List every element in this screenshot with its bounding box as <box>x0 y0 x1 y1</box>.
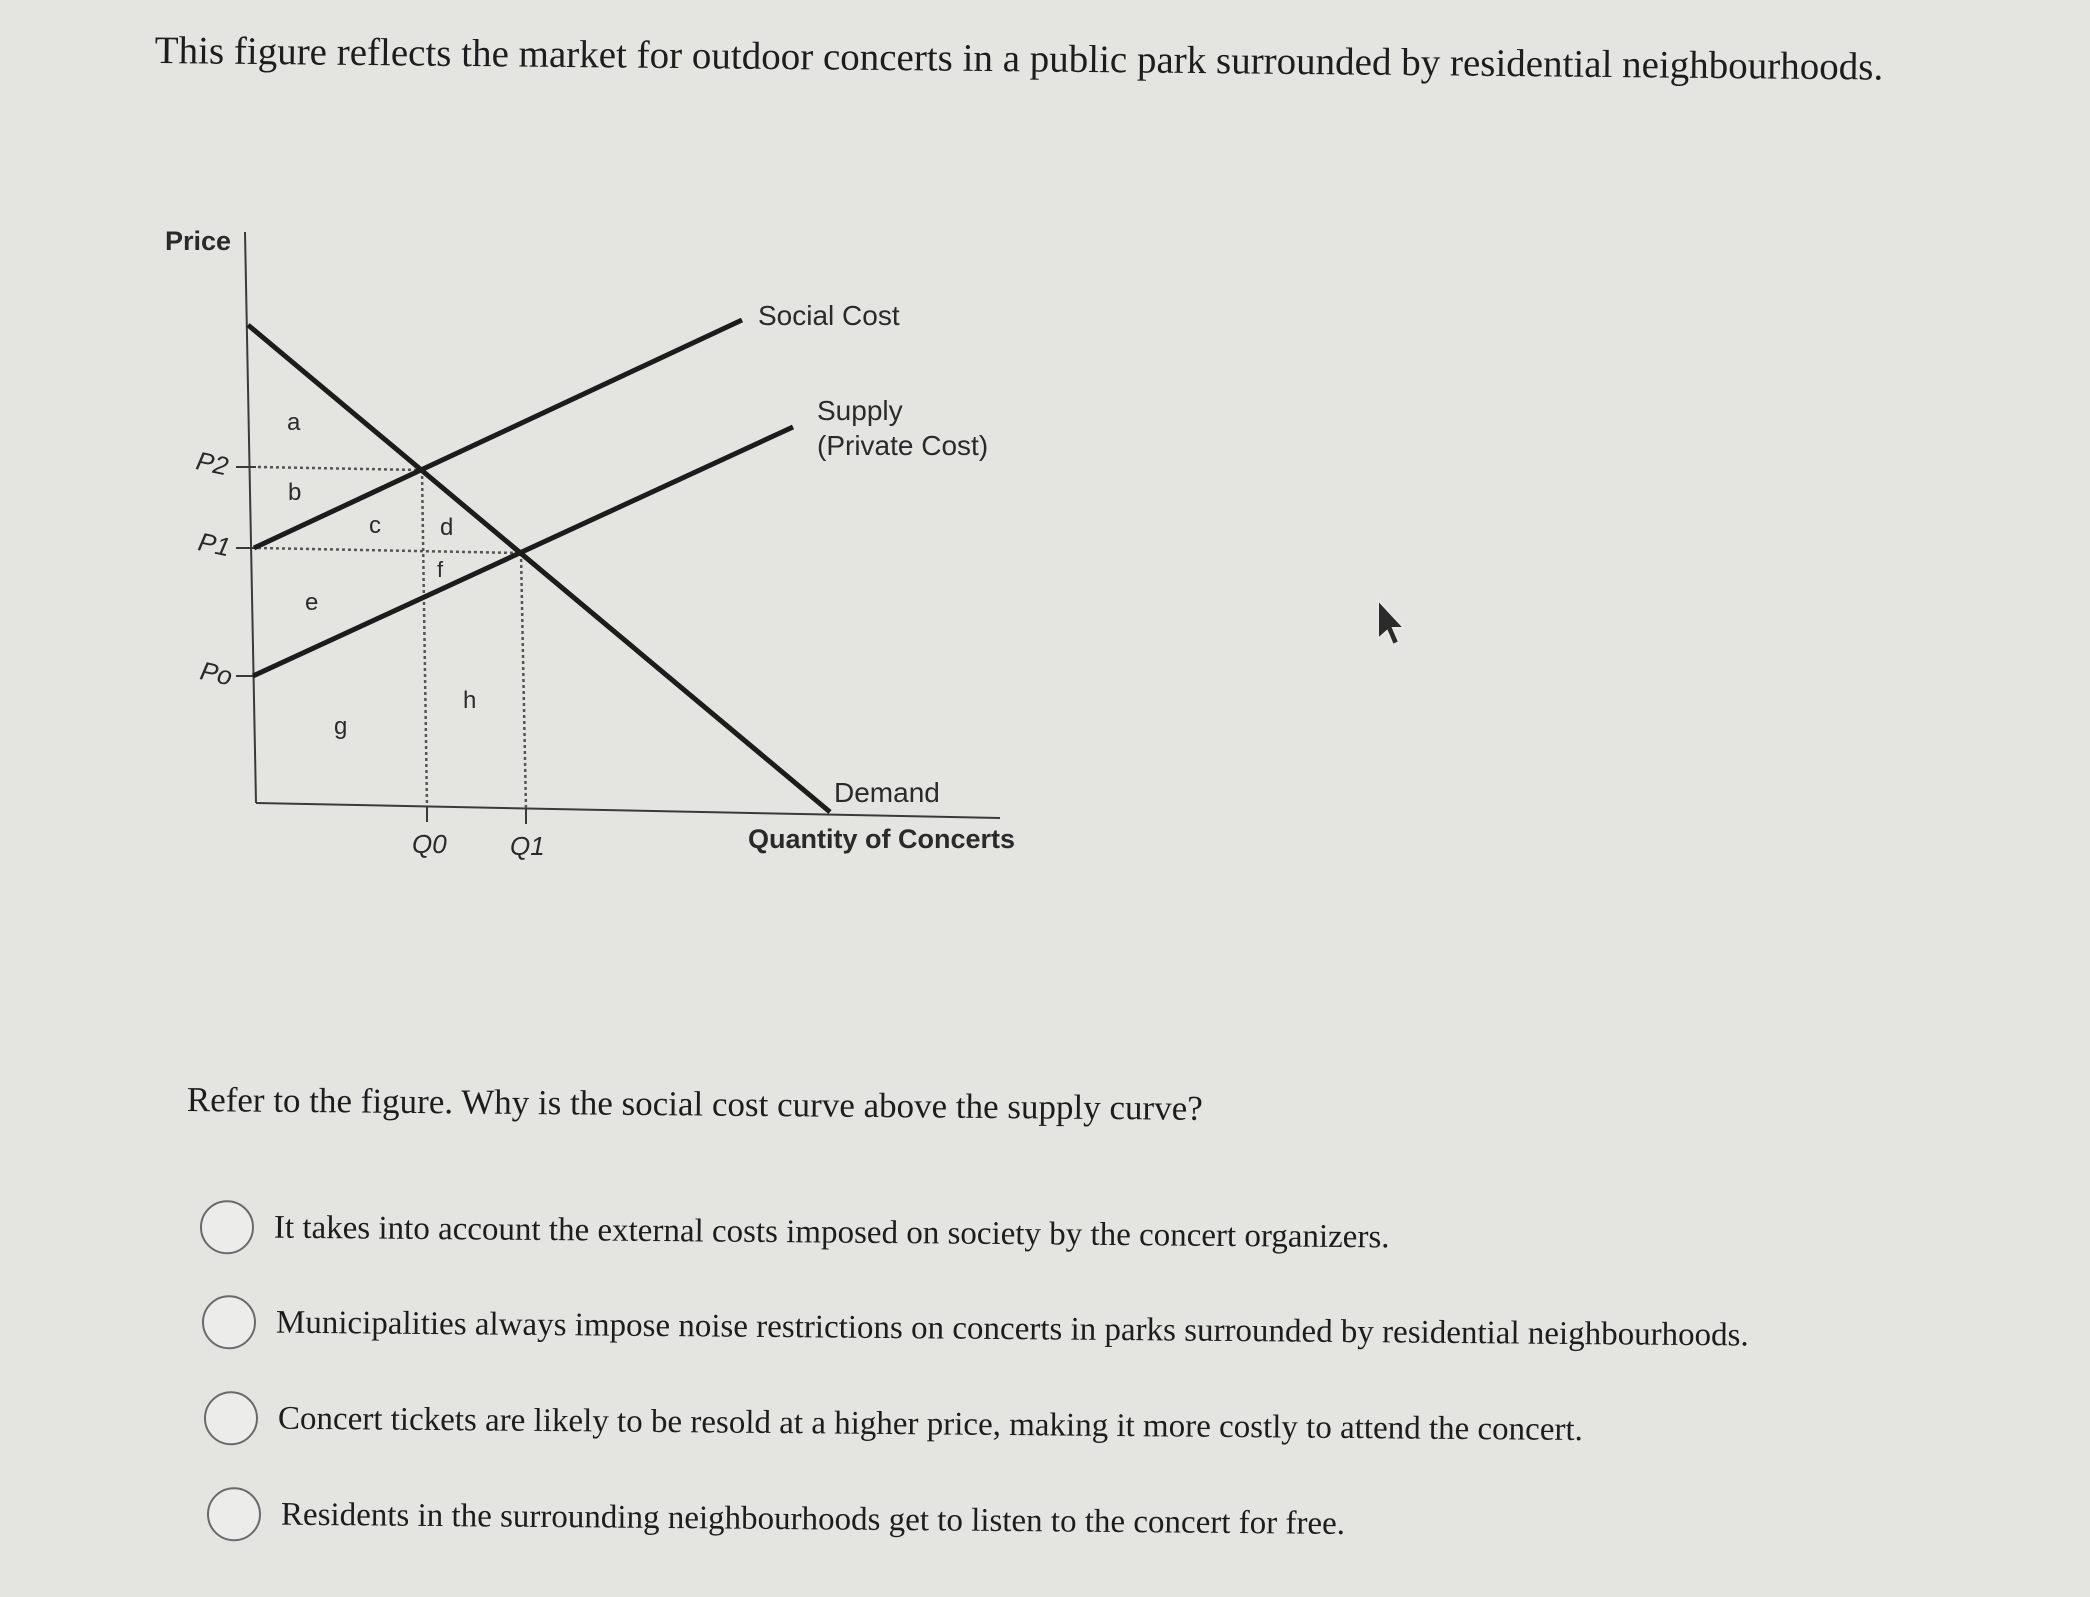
intro-text: This figure reflects the market for outdoor concerts in a public park surrounded by residential neighbourhoods. <box>154 28 1884 89</box>
y-axis <box>245 232 256 803</box>
option-label: Residents in the surrounding neighbourhoods get to listen to the concert for free. <box>280 1496 1346 1542</box>
y-axis-label: Price <box>165 226 232 256</box>
region-d: d <box>440 514 454 541</box>
option-label: Concert tickets are likely to be resold at a higher price, making it more costly to attend the concert. <box>277 1400 1583 1448</box>
region-b: b <box>288 479 302 506</box>
p1-guide <box>258 548 520 553</box>
po-label: Po <box>197 655 235 692</box>
region-g: g <box>334 713 348 740</box>
radio-button[interactable] <box>202 1295 256 1349</box>
social-cost-curve <box>254 320 742 548</box>
q0-label: Q0 <box>412 829 447 859</box>
social-cost-label: Social Cost <box>758 300 900 331</box>
option-label: It takes into account the external costs imposed on society by the concert organizers. <box>273 1209 1390 1255</box>
region-h: h <box>463 687 477 714</box>
answer-option-1[interactable] <box>200 1197 1390 1267</box>
q0-guide <box>422 470 427 808</box>
p2-guide <box>258 467 420 470</box>
region-e: e <box>305 589 319 616</box>
region-a: a <box>287 409 301 436</box>
p1-label: P1 <box>195 526 233 563</box>
radio-button[interactable] <box>207 1487 261 1541</box>
mouse-pointer-icon <box>1374 598 1410 648</box>
question-text: Refer to the figure. Why is the social cost curve above the supply curve? <box>186 1080 1203 1128</box>
region-f: f <box>437 557 444 582</box>
radio-button[interactable] <box>200 1200 254 1254</box>
q1-label: Q1 <box>510 831 545 861</box>
radio-button[interactable] <box>204 1391 258 1445</box>
answer-option-3[interactable] <box>204 1388 1583 1460</box>
x-axis-label: Quantity of Concerts <box>748 824 1016 854</box>
q1-guide <box>521 553 526 810</box>
demand-label: Demand <box>834 777 940 808</box>
region-c: c <box>369 512 381 539</box>
p2-label: P2 <box>193 445 231 482</box>
option-label: Municipalities always impose noise restrictions on concerts in parks surrounded by residential neighbourhoods. <box>275 1304 1749 1353</box>
supply-label: Supply <box>817 395 903 426</box>
answer-option-4[interactable] <box>207 1484 1345 1554</box>
private-cost-label: (Private Cost) <box>817 430 989 461</box>
